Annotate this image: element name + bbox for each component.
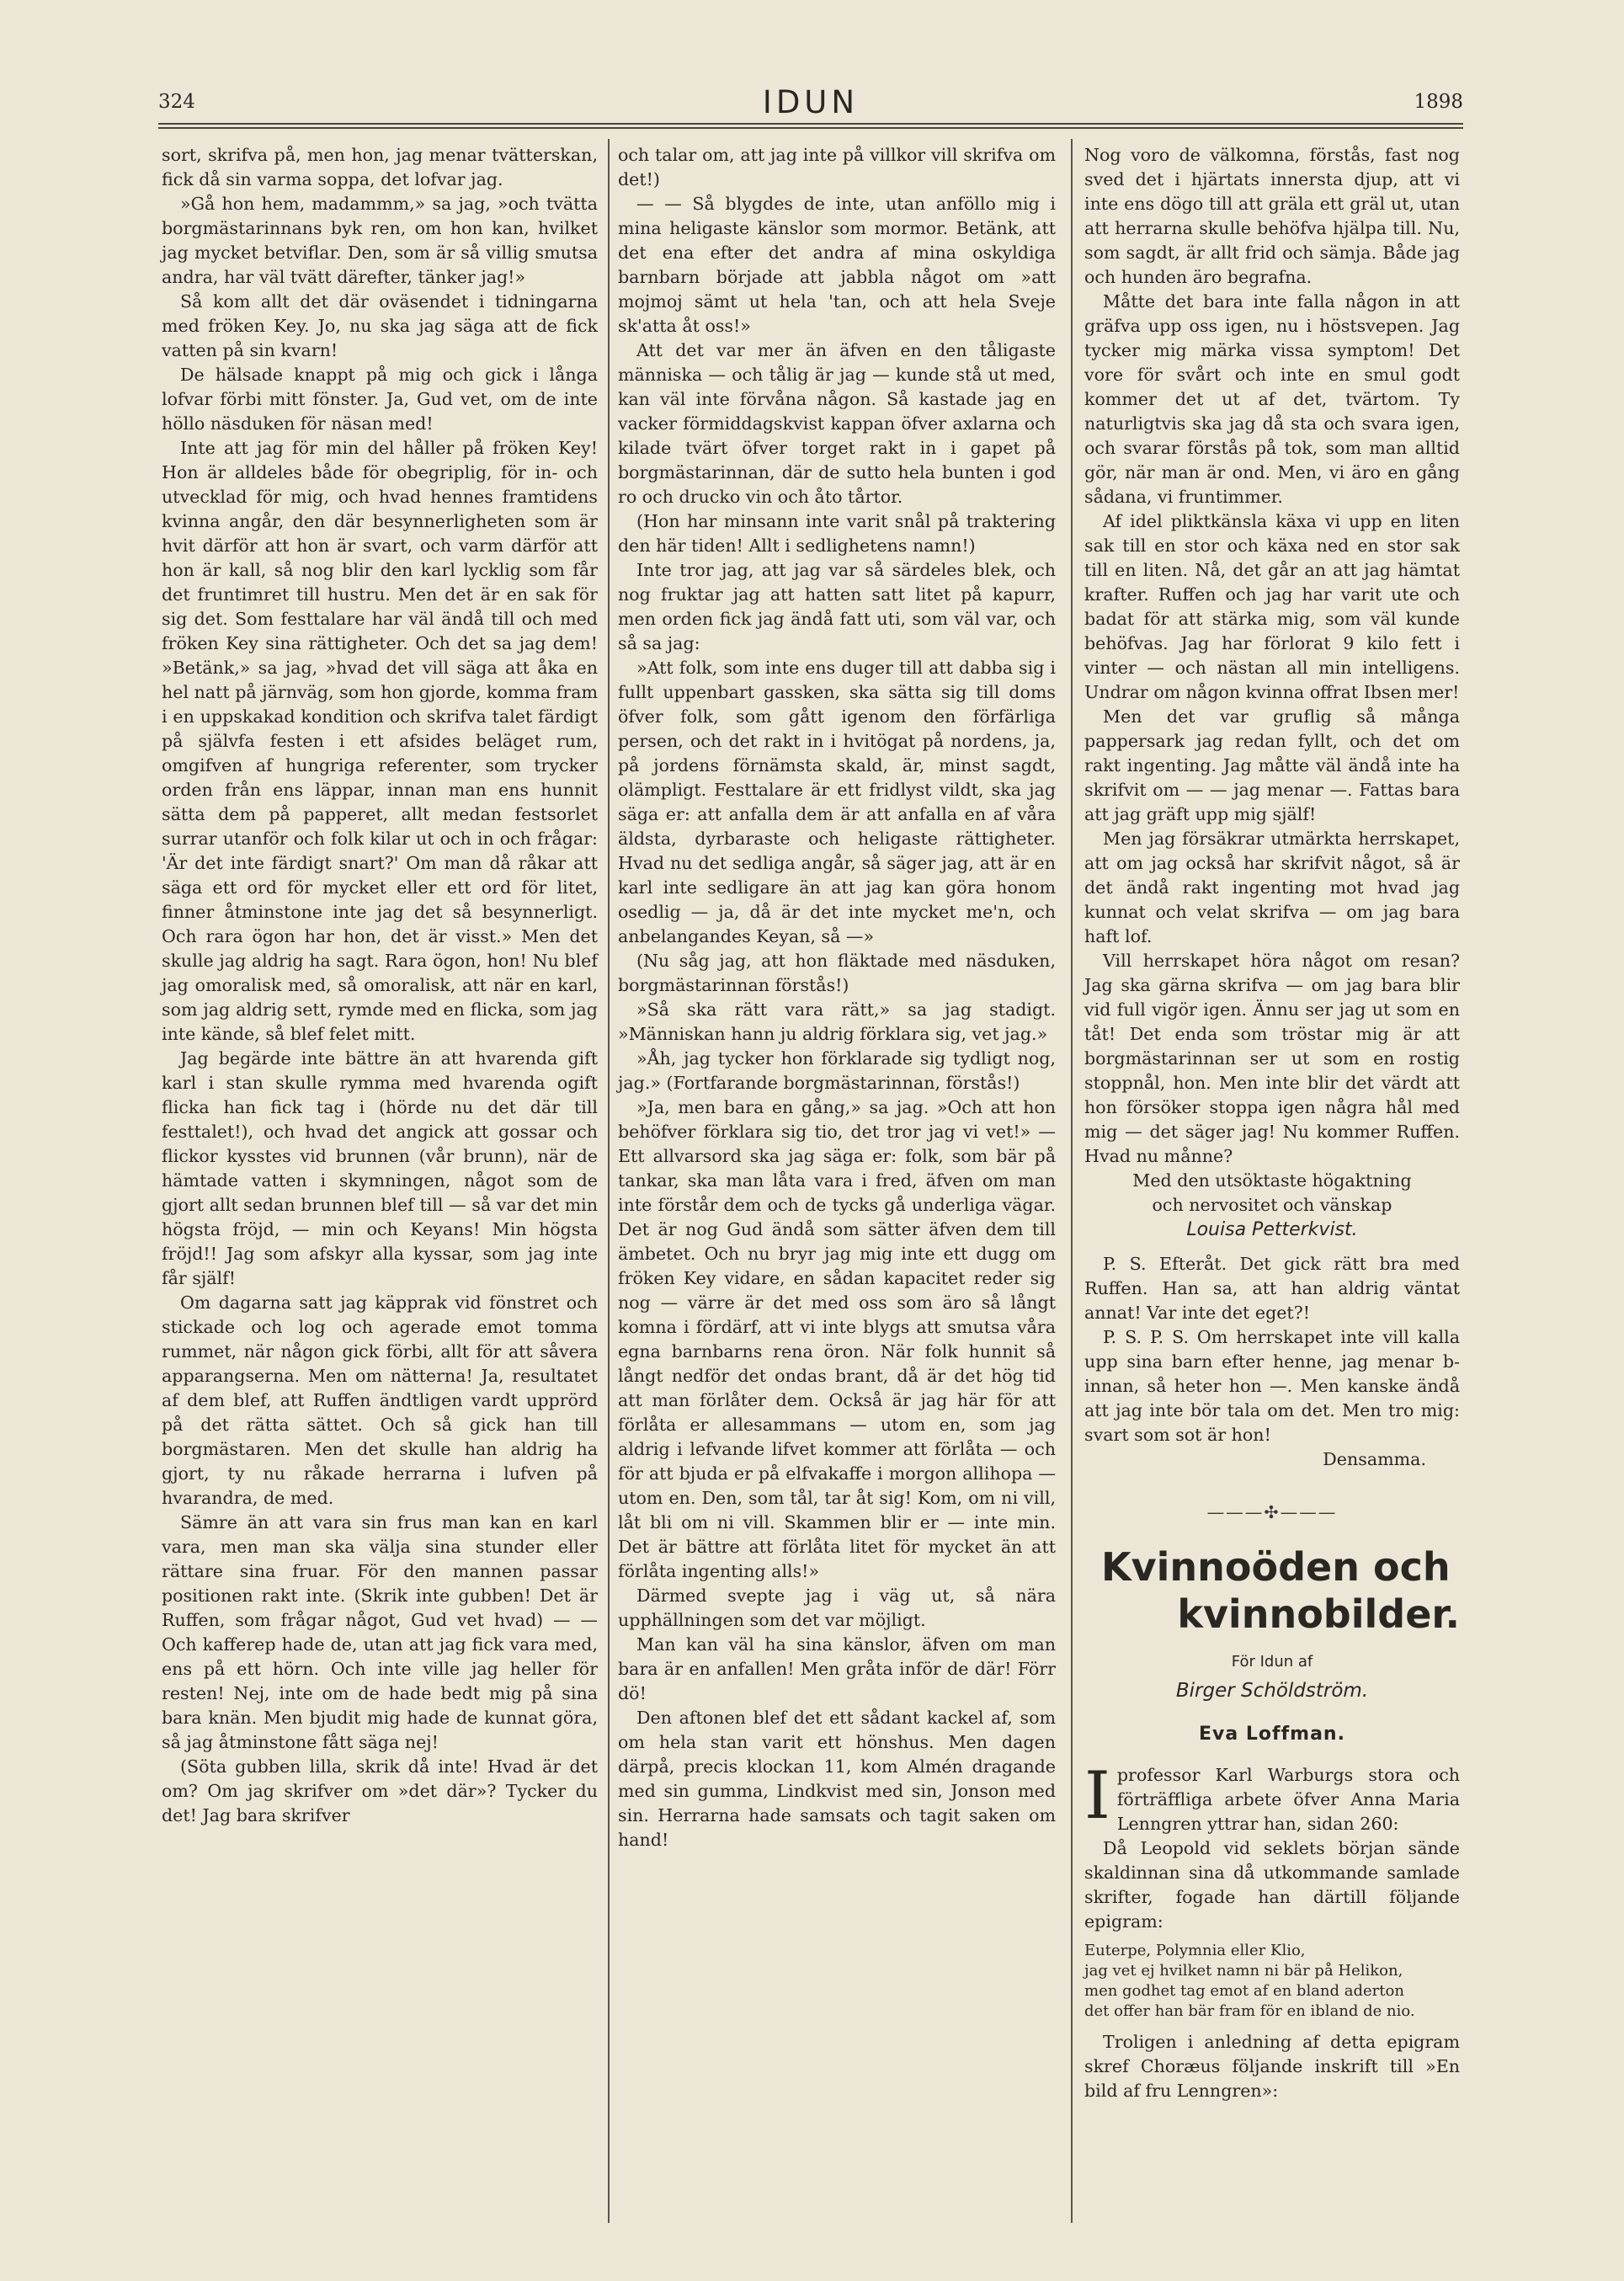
poem-line: det offer han bär fram för en ibland de nio.	[1084, 2002, 1415, 2020]
masthead-title: IDUN	[762, 84, 860, 120]
article-title-line-2: kvinnobilder.	[1177, 1591, 1460, 1637]
paragraph: Då Leopold vid seklets början sände skaldinnan sina då utkommande samlade skrifter, fogade han därtill följande epigram:	[1084, 1838, 1460, 1932]
paragraph: (Söta gubben lilla, skrik då inte! Hvad är det om? Om jag skrifver om »det där»? Tycker du det! Jag bara skrifver	[162, 1756, 598, 1825]
paragraph: »Ja, men bara en gång,» sa jag. »Och att hon behöfver förklara sig tio, det tror jag vi vet!» — Ett allvarsord ska jag säga er: folk, som bär på tankar, ska man låta vara i fred, äfven om man inte förstår dem och de tycks gå underliga vägar. Det är nog Gud ändå som sätter äfven dem till ämbetet. Och nu bryr jag mig inte ett dugg om fröken Key vidare, en sådan kapacitet reder sig nog — värre är det med oss som äro så långt komna i fördärf, att vi inte blygs att smutsa våra egna barnbarns rena öron. När folk hunnit så långt nedför det ondas brant, då är det hög tid att man förlåter dem. Också är jag här för att förlåta er allesammans — utom en, som jag aldrig i lefvande lifvet kommer att förlåta — och för att bjuda er på elfvakaffe i morgon allihopa — utom en. Den, som tål, tar åt sig! Kom, om ni vill, låt bli om ni vill. Skammen blir er — inte min. Det är bättre att förlåta litet för mycket än att förlåta ingenting alls!»	[618, 1097, 1056, 1581]
paragraph: Inte att jag för min del håller på fröken Key! Hon är alldeles både för obegriplig, för in- och utvecklad för mig, och hvad hennes framtidens kvinna angår, den där besynnerligheten som är hvit därför att hon är svart, och varm därför att hon är kall, så nog blir den karl lycklig som får det fruntimret till hustru. Men det är en sak för sig det. Som festtalare har väl ändå till och med fröken Key sina rättigheter. Och det sa jag dem! »Betänk,» sa jag, »hvad det vill säga att åka en hel natt på järnväg, som hon gjorde, komma fram i en uppskakad kondition och skrifva talet färdigt på självfa festen i ett afsides beläget rum, omgifven af hungriga referenter, som trycker orden från ens läppar, innan man ens hunnit sätta dem på papperet, allt medan festsorlet surrar utanför och folk kilar ut och in och frågar: 'Är det inte färdigt snart?' Om man då råkar att säga ett ord för mycket eller ett ord för litet, finner åtminstone inte jag det så besynnerligt. Och rara ögon har hon, det är visst.» Men det skulle jag aldrig ha sagt. Rara ögon, hon! Nu blef jag omoralisk med, så omoralisk, att när en karl, som jag aldrig sett, rymde med en flicka, som jag inte kände, så blef felet mitt.	[162, 438, 599, 1044]
paragraph: Troligen i anledning af detta epigram skref Choræus följande inskrift till »En bild af fru Lenngren»:	[1084, 2032, 1460, 2101]
paragraph-text: professor Karl Warburgs stora och förträffliga arbete öfver Anna Maria Lenngren yttrar han, sidan 260:	[1116, 1765, 1460, 1834]
paragraph: Om dagarna satt jag käpprak vid fönstret och stickade och log och agerade emot tomma rummet, när någon gick förbi, allt för att såvera apparangserna. Men om nätterna! Ja, resultatet af dem blef, att Ruffen ändtligen vardt upprörd på det rätta sättet. Och så gick han till borgmästaren. Men det skulle han aldrig ha gjort, ty nu råkade herrarna i lufven på hvarandra, de med.	[162, 1292, 598, 1508]
column-divider-1	[608, 139, 610, 2223]
column-divider-2	[1071, 139, 1073, 2223]
postscript: P. S. Efteråt. Det gick rätt bra med Ruffen. Han sa, att han aldrig väntat annat! Var inte det eget?!	[1084, 1254, 1460, 1323]
closing-line: och nervositet och vänskap	[1152, 1195, 1392, 1215]
page-number: 324	[158, 91, 195, 113]
paragraph: Att det var mer än äfven en den tåligaste människa — och tålig är jag — kunde stå ut med, kan väl inte förvåna någon. Så kastade jag en vacker förmiddagskvist kappan öfver axlarna och kilade tvärt öfver torget rakt in i gapet på borgmästarinnan, där de sutto hela bunten i god ro och drucko vin och åto tårtor.	[618, 340, 1056, 507]
page-header	[158, 84, 1463, 120]
paragraph: Den aftonen blef det ett sådant kackel af, som om hela stan varit ett hönshus. Men dagen därpå, precis klockan 11, kom Almén dragande med sin gumma, Lindkvist med sin, Jonson med sin. Herrarna hade samsats och tagit saken om hand!	[618, 1708, 1056, 1850]
publication-year: 1898	[1414, 91, 1463, 113]
paragraph: Men jag försäkrar utmärkta herrskapet, att om jag också har skrifvit något, så är det ändå rakt ingenting mot hvad jag kunnat och velat skrifva — om jag bara haft lof.	[1084, 829, 1460, 946]
column-3	[1084, 143, 1460, 2103]
paragraph: Sämre än att vara sin frus man kan en karl vara, men man ska välja sina stunder eller rättare sina fruar. För den mannen passar positionen rakt inte. (Skrik inte gubben! Det är Ruffen, som frågar något, Gud vet hvad) — — Och kafferep hade de, utan att jag fick vara med, ens på ett hörn. Och inte ville jag heller för resten! Nej, inte om de hade bedt mig på sina bara knän. Men bjudit mig hade de kunnat göra, så jag åtminstone fått säga nej!	[162, 1512, 598, 1752]
paragraph	[1084, 1758, 1460, 1836]
column-1	[162, 143, 598, 1828]
drop-cap: I	[1084, 1758, 1110, 1834]
poem-line: Euterpe, Polymnia eller Klio,	[1084, 1942, 1306, 1959]
paragraph: »Att folk, som inte ens duger till att dabba sig i fullt uppenbart gassken, ska sätta sig till doms öfver folk, som gått igenom den förfärliga persen, och det rakt in i hvitögat på nordens, ja, på jordens förnämsta skald, är, minst sagdt, olämpligt. Festtalare är ett fridlyst vildt, ska jag säga er: att anfalla dem är att anfalla en af våra äldsta, dyrbaraste och heligaste rättigheter. Hvad nu det sedliga angår, så säger jag, att är en karl inte sedligare än att jag kan göra honom osedlig — ja, då är det inte mycket me'n, och anbelangandes Keyan, så —»	[618, 658, 1056, 946]
paragraph: »Så ska rätt vara rätt,» sa jag stadigt. »Människan hann ju aldrig förklara sig, vet jag.»	[618, 999, 1056, 1044]
section-separator: ———✣———	[1206, 1502, 1338, 1522]
closing-line: Med den utsöktaste högaktning	[1132, 1170, 1412, 1191]
paragraph: Men det var gruflig så många pappersark jag redan fyllt, och det om rakt ingenting. Jag måtte väl ändå inte ha skrifvit om — — jag menar —. Fattas bara att jag gräft upp mig själf!	[1084, 706, 1460, 824]
article-title-line-1: Kvinnoöden och	[1101, 1544, 1451, 1590]
paragraph: Nog voro de välkomna, förstås, fast nog sved det i hjärtats innersta djup, att vi inte ens dögo till att gräla ett gräl ut, utan att herrarna skulle behöfva hjälpa till. Nu, som sagdt, är allt frid och sämja. Både jag och hunden äro begrafna.	[1084, 145, 1460, 287]
paragraph: (Hon har minsann inte varit snål på traktering den här tiden! Allt i sedlighetens namn!)	[618, 511, 1056, 556]
header-rule-bottom	[158, 127, 1463, 129]
paragraph: »Åh, jag tycker hon förklarade sig tydligt nog, jag.» (Fortfarande borgmästarinnan, förstås!)	[618, 1048, 1056, 1093]
author-signature: Louisa Petterkvist.	[1186, 1219, 1358, 1240]
paragraph: De hälsade knappt på mig och gick i långa lofvar förbi mitt fönster. Ja, Gud vet, om de inte höllo näsduken för näsan med!	[162, 365, 598, 434]
byline: För Idun af	[1231, 1653, 1313, 1671]
article-subheading: Eva Loffman.	[1199, 1724, 1345, 1745]
column-2	[618, 143, 1056, 1852]
paragraph: Inte tror jag, att jag var så särdeles blek, och nog fruktar jag att hatten satt litet på kapurr, men orden fick jag ändå fatt uti, som väl var, och så sa jag:	[618, 560, 1056, 653]
paragraph: Så kom allt det där oväsendet i tidningarna med fröken Key. Jo, nu ska jag säga att de fick vatten på sin kvarn!	[162, 291, 598, 360]
paragraph: och talar om, att jag inte på villkor vill skrifva om det!)	[618, 145, 1056, 189]
paragraph: »Gå hon hem, madammm,» sa jag, »och tvätta borgmästarinnans byk ren, om hon kan, hvilket jag mycket betviflar. Den, som är så villig smutsa andra, har väl tvätt därefter, tänker jag!»	[162, 194, 598, 287]
paragraph: Man kan väl ha sina känslor, äfven om man bara är en anfallen! Men gråta inför de där! Förr dö!	[618, 1634, 1056, 1703]
paragraph: — — Så blygdes de inte, utan anföllo mig i mina heligaste känslor som mormor. Betänk, att det ena efter det andra af mina oskyldiga barnbarn började att jabbla något om »att mojmoj sämt ut hela 'tan, och att hela Sveje sk'atta åt oss!»	[618, 194, 1056, 336]
paragraph: Måtte det bara inte falla någon in att gräfva upp oss igen, nu i höstsvepen. Jag tycker mig märka vissa symptom! Det vore för svårt och inte en smul godt kommer det ut af det, tvärtom. Ty naturligtvis ska jag då sta och svara igen, och svarar förstås på tok, som man alltid gör, när man är ond. Men, vi äro en gång sådana, vi fruntimmer.	[1084, 291, 1460, 507]
header-rule-top	[158, 123, 1463, 125]
paragraph: Vill herrskapet höra något om resan? Jag ska gärna skrifva — om jag bara blir vid full vigör igen. Ännu ser jag ut som en tåt! Det enda som tröstar mig är att borgmästarinnan ser ut som en rostig stoppnål, hon. Men inte blir det värdt att hon försöker stoppa igen några hål med mig — det säger jag! Nu kommer Ruffen. Hvad nu månne?	[1084, 951, 1460, 1166]
postscript: P. S. P. S. Om herrskapet inte vill kalla upp sina barn efter henne, jag menar b-innan, så heter hon —. Men kanske ändå att jag inte bör tala om det. Men tro mig: svart som sot är hon!	[1084, 1327, 1460, 1445]
paragraph: (Nu såg jag, att hon fläktade med näsduken, borgmästarinnan förstås!)	[618, 951, 1056, 995]
poem-line: men godhet tag emot af en bland aderton	[1084, 1982, 1404, 2000]
poem-line: jag vet ej hvilket namn ni bär på Helikon,	[1084, 1962, 1403, 1980]
paragraph: sort, skrifva på, men hon, jag menar tvätterskan, fick då sin varma soppa, det lofvar jag.	[162, 145, 598, 189]
paragraph: Därmed svepte jag i väg ut, så nära upphällningen som det var möjligt.	[618, 1586, 1056, 1630]
byline-author: Birger Schöldström.	[1175, 1680, 1369, 1702]
paragraph: Af idel pliktkänsla käxa vi upp en liten sak till en stor och käxa ned en stor sak till en liten. Nå, det går an att jag hämtat krafter. Ruffen och jag har varit ute och badat för att stärka mig, som väl kunde behöfvas. Jag har förlorat 9 kilo fett i vinter — och nästan all min intelligens. Undrar om någon kvinna offrat Ibsen mer!	[1084, 511, 1460, 702]
paragraph: Jag begärde inte bättre än att hvarenda gift karl i stan skulle rymma med hvarenda ogift flicka han fick tag i (hörde nu det där till festtalet!), och hvad det angick att gossar och flickor kysstes vid brunnen (vår brunn), när de hämtade vatten i skymningen, något som de gjort allt sedan brunnen blef till — så var det min högsta fröjd, — min och Keyans! Min högsta fröjd!! Jag som afskyr alla kyssar, som jag inte får själf!	[162, 1048, 598, 1288]
signature-densamma: Densamma.	[1323, 1449, 1426, 1469]
epigram	[1084, 1941, 1460, 2022]
